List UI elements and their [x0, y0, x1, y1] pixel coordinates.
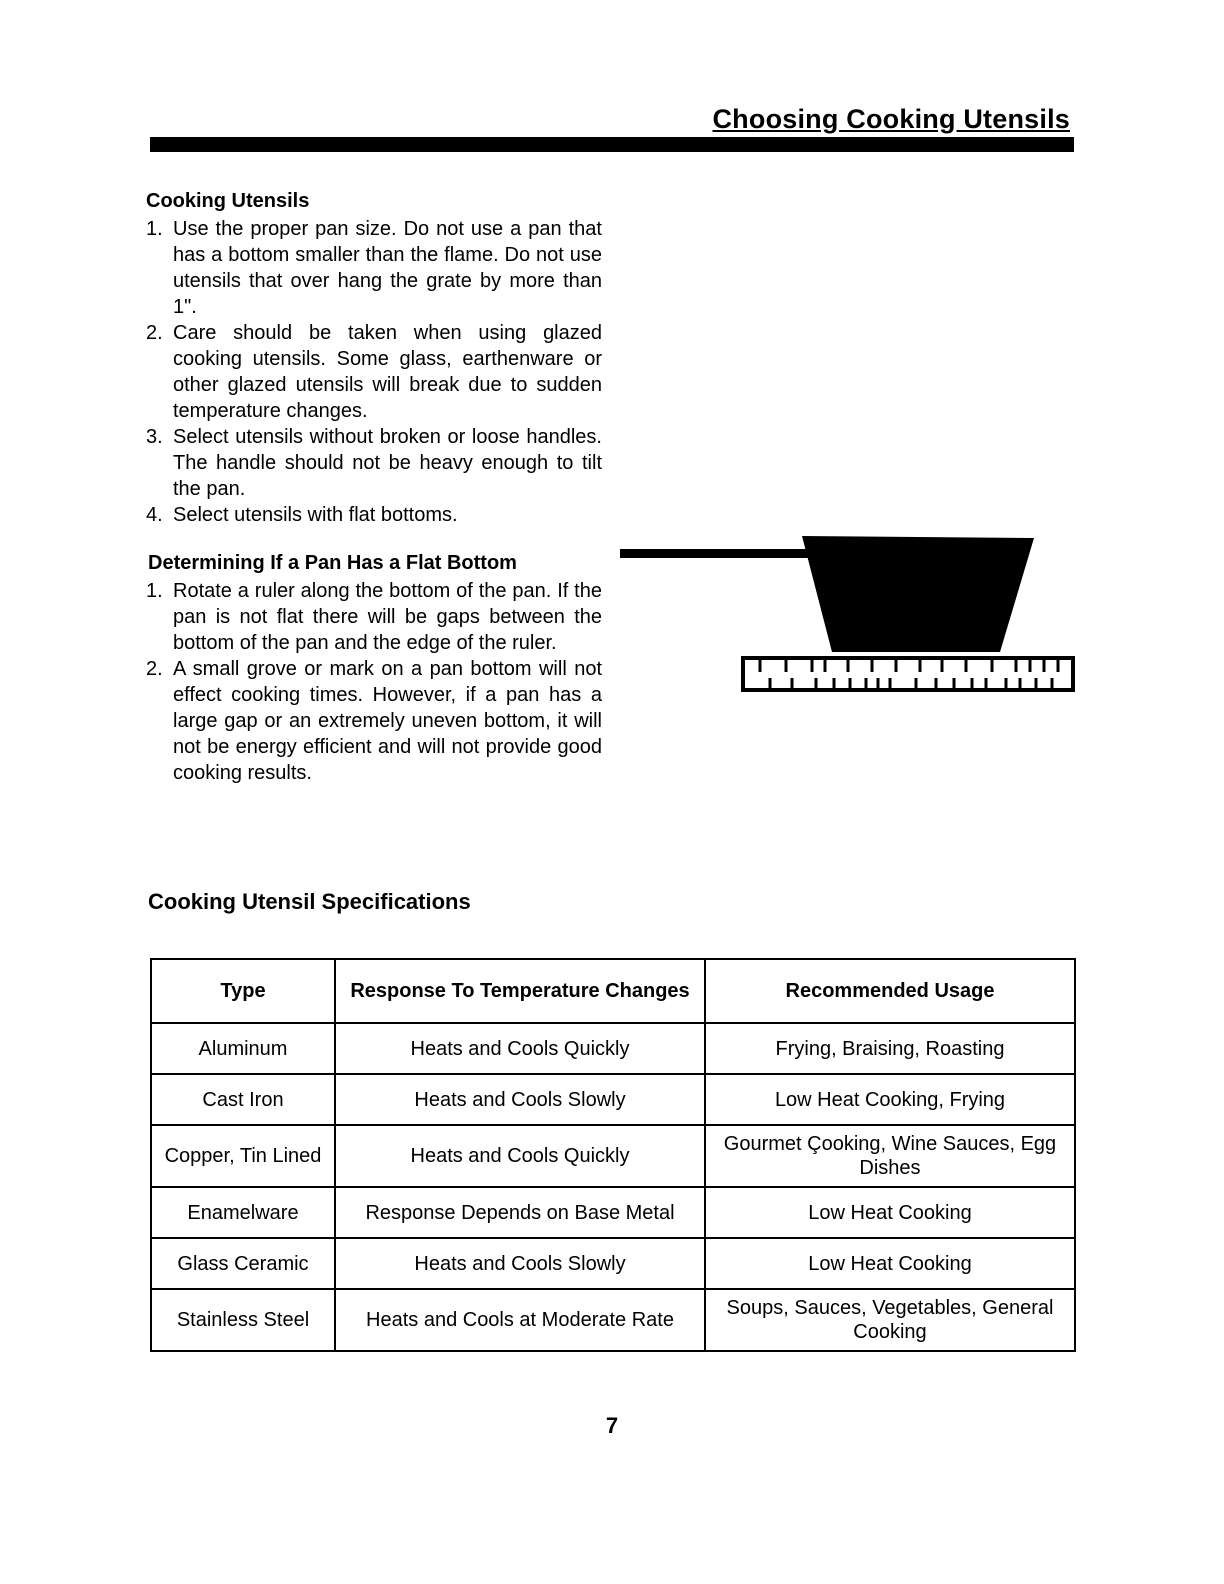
table-cell: Aluminum — [151, 1023, 335, 1074]
table-cell: Low Heat Cooking — [705, 1187, 1075, 1238]
header-title: Choosing Cooking Utensils — [712, 104, 1070, 134]
table-cell: Low Heat Cooking — [705, 1238, 1075, 1289]
column-header: Response To Temperature Changes — [335, 959, 705, 1023]
table-header-row — [151, 959, 1075, 1023]
pan-ruler-icon — [620, 534, 1080, 699]
header-rule — [150, 137, 1074, 152]
table-cell: Enamelware — [151, 1187, 335, 1238]
table-cell: Frying, Braising, Roasting — [705, 1023, 1075, 1074]
table-cell: Gourmet Çooking, Wine Sauces, Egg Dishes — [705, 1125, 1075, 1187]
specs-table — [150, 958, 1076, 1352]
table-row — [151, 1187, 1075, 1238]
column-header: Type — [151, 959, 335, 1023]
table-cell: Copper, Tin Lined — [151, 1125, 335, 1187]
list-item: 3. Select utensils without broken or loose handles. The handle should not be heavy enough to tilt the pan. — [146, 426, 602, 500]
table-cell: Soups, Sauces, Vegetables, General Cooking — [705, 1289, 1075, 1351]
list-item: 4. Select utensils with flat bottoms. — [146, 504, 458, 526]
list-item: 1. Rotate a ruler along the bottom of the pan. If the pan is not flat there will be gaps between the bottom of the pan and the edge of the ruler. — [146, 580, 602, 654]
table-cell: Heats and Cools Slowly — [335, 1074, 705, 1125]
table-row — [151, 1074, 1075, 1125]
specs-title: Cooking Utensil Specifications — [148, 889, 471, 914]
table-cell: Heats and Cools Quickly — [335, 1125, 705, 1187]
cooking-utensils-list — [146, 216, 602, 528]
table-row — [151, 1238, 1075, 1289]
table-row — [151, 1289, 1075, 1351]
column-header: Recommended Usage — [705, 959, 1075, 1023]
list-item: 1. Use the proper pan size. Do not use a pan that has a bottom smaller than the flame. Do not use utensils that over hang the grate by more than 1". — [146, 218, 602, 318]
cooking-utensils-heading: Cooking Utensils — [146, 190, 310, 212]
table-cell: Heats and Cools at Moderate Rate — [335, 1289, 705, 1351]
list-item: 2. Care should be taken when using glazed cooking utensils. Some glass, earthenware or other glazed utensils will break due to sudden temperature changes. — [146, 322, 602, 422]
table-cell: Low Heat Cooking, Frying — [705, 1074, 1075, 1125]
list-item: 2. A small grove or mark on a pan bottom will not effect cooking times. However, if a pan has a large gap or an extremely uneven bottom, it will not be energy efficient and will not provide good cooking results. — [146, 658, 602, 784]
flat-bottom-list — [146, 578, 602, 786]
table-row — [151, 1023, 1075, 1074]
table-row — [151, 1125, 1075, 1187]
table-cell: Response Depends on Base Metal — [335, 1187, 705, 1238]
table-cell: Cast Iron — [151, 1074, 335, 1125]
table-cell: Heats and Cools Slowly — [335, 1238, 705, 1289]
pan-on-ruler-illustration — [620, 534, 1080, 704]
table-cell: Glass Ceramic — [151, 1238, 335, 1289]
page-number: 7 — [605, 1413, 619, 1438]
table-cell: Heats and Cools Quickly — [335, 1023, 705, 1074]
table-cell: Stainless Steel — [151, 1289, 335, 1351]
flat-bottom-heading: Determining If a Pan Has a Flat Bottom — [148, 552, 517, 574]
